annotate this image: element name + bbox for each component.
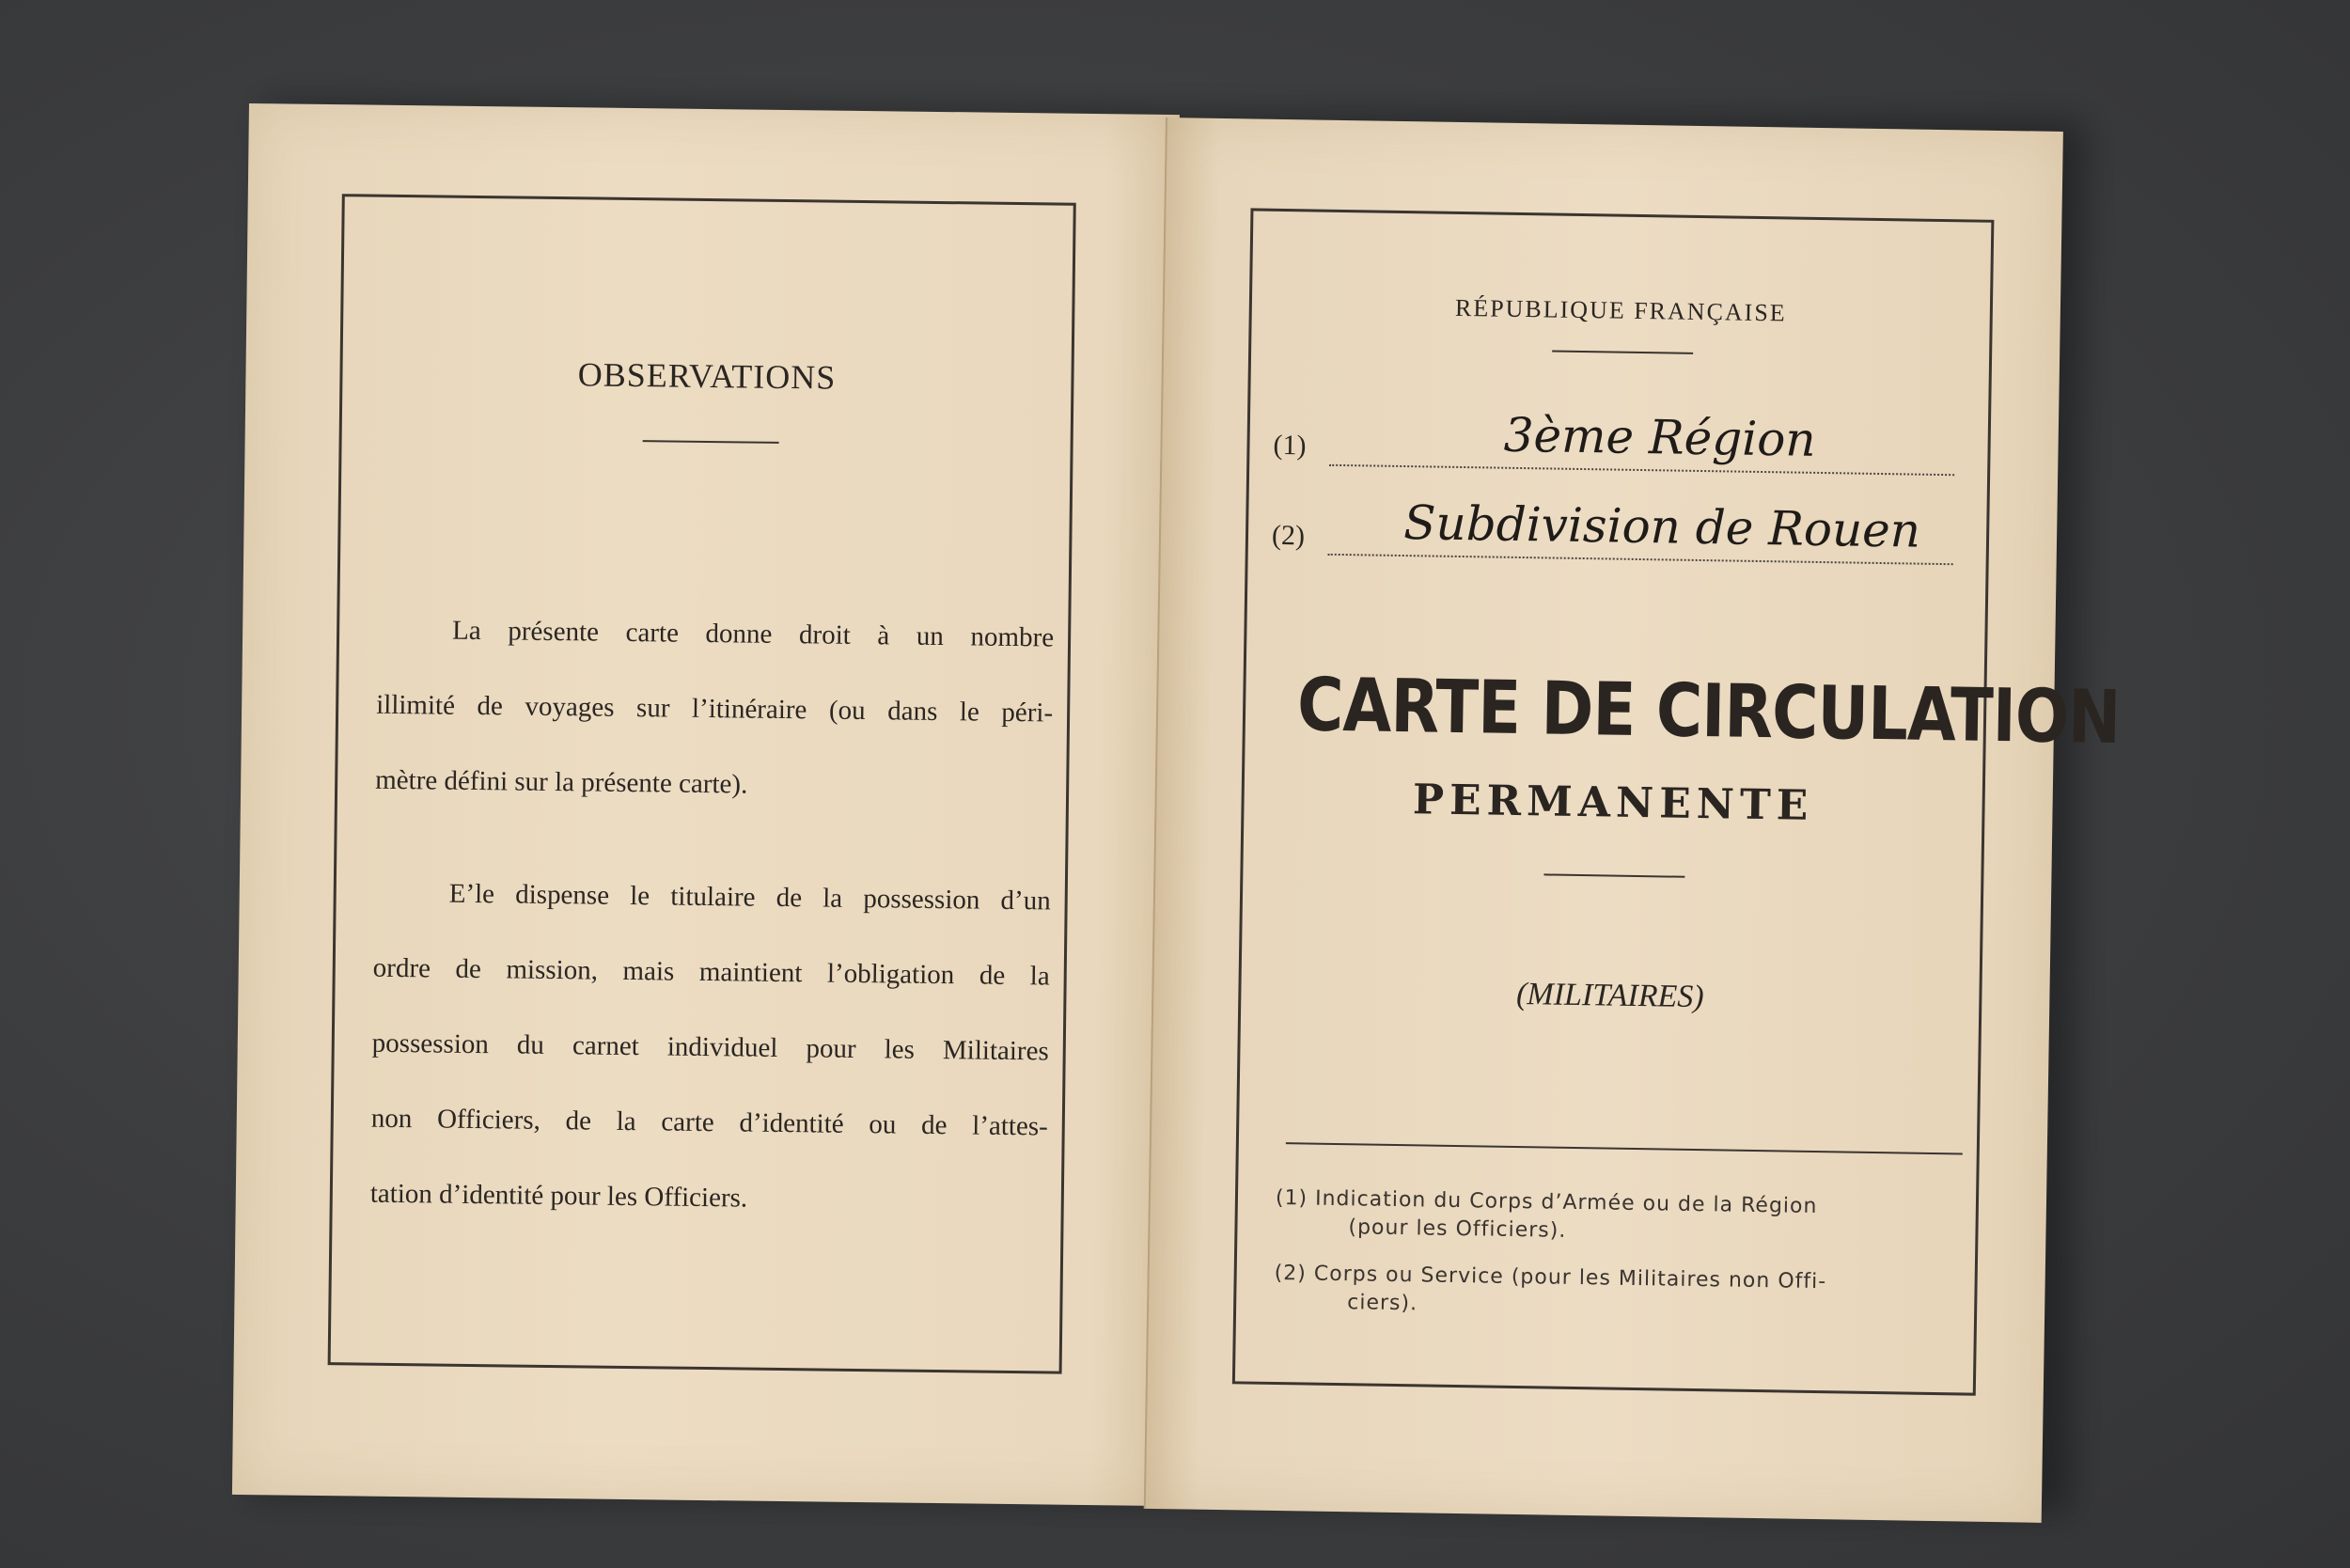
field-1-handwritten-value: 3ème Région xyxy=(1503,407,1816,467)
right-page xyxy=(1144,118,2121,1523)
paragraph-2-line-3: possession du carnet individuel pour les Militaires xyxy=(371,1027,1049,1067)
observations-divider xyxy=(643,440,779,444)
paragraph-1-line-3: mètre défini sur la présente carte). xyxy=(375,764,748,800)
footnote-1 xyxy=(1275,1184,1952,1251)
card-category: (MILITAIRES) xyxy=(1515,976,1704,1015)
observations-paragraph-1 xyxy=(375,592,1055,826)
right-page-frame xyxy=(1232,208,2121,1395)
paragraph-2-line-2: ordre de mission, mais maintient l’obligation de la xyxy=(372,952,1050,992)
field-1-dotted-line xyxy=(1329,464,1954,476)
field-1-marker: (1) xyxy=(1273,429,1307,462)
paragraph-2-line-1: E’le dispense le titulaire de la possession d’un xyxy=(448,878,1051,917)
footnote-2-line-2: ciers). xyxy=(1347,1291,1418,1316)
paragraph-1-line-1: La présente carte donne droit à un nombre xyxy=(451,615,1055,653)
field-2-marker: (2) xyxy=(1271,519,1306,552)
footnote-2 xyxy=(1274,1260,1951,1326)
observations-title: OBSERVATIONS xyxy=(577,355,837,397)
left-page xyxy=(232,103,1180,1506)
footnote-1-line-2: (pour les Officiers). xyxy=(1348,1215,1567,1243)
paragraph-2-line-4: non Officiers, de la carte d’identité ou de l’attes- xyxy=(370,1103,1048,1142)
footnote-1-line-1: (1) Indication du Corps d’Armée ou de la Région xyxy=(1275,1185,1818,1219)
paragraph-2-line-5: tation d’identité pour les Officiers. xyxy=(369,1178,748,1214)
subtitle-divider xyxy=(1543,873,1684,877)
observations-paragraph-2 xyxy=(369,855,1051,1240)
footnote-divider xyxy=(1286,1142,1963,1154)
card-subtitle: PERMANENTE xyxy=(1412,776,1814,830)
field-2-handwritten-value: Subdivision de Rouen xyxy=(1402,495,1921,558)
republic-header: RÉPUBLIQUE FRANÇAISE xyxy=(1454,293,1787,327)
left-page-frame xyxy=(328,194,1076,1373)
paragraph-1-line-2: illimité de voyages sur l’itinéraire (ou dans le péri- xyxy=(375,689,1054,729)
footnote-2-line-1: (2) Corps ou Service (pour les Militaires non Offi- xyxy=(1274,1261,1827,1294)
header-divider xyxy=(1552,350,1693,353)
card-title: CARTE DE CIRCULATION xyxy=(1296,663,2121,761)
